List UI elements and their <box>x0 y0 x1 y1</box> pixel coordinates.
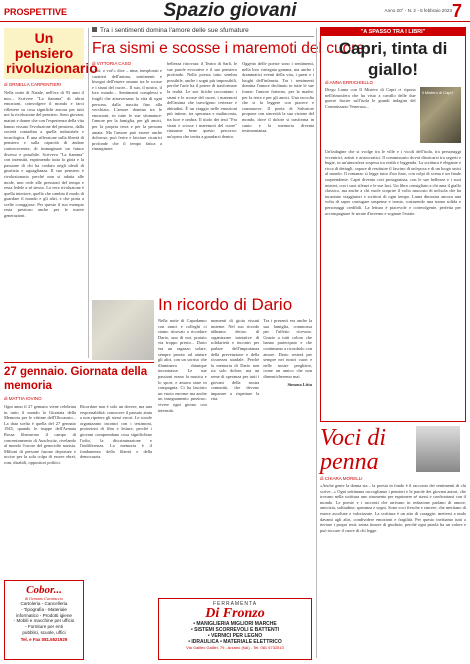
section-label: PROSPETTIVE <box>4 7 68 17</box>
left-article <box>4 28 98 358</box>
fronzo-line-3: • VERNICI PER LEGNO <box>207 633 263 639</box>
book-review-title: Capri, tinta di giallo! <box>338 39 448 79</box>
memoria-col-1: Ogni anno il 27 gennaio viene celebrata in tutto il mondo la Giornata della Memoria per le vittime dell'Olocausto... La data scelta è quella del 27 gennaio 1945, quando le truppe dell'Armata Rossa liberarono il campo di concentramento di Auschwitz, rivelando al mondo l'orrore del genocidio nazista. Milioni di persone furono deportate e uccise per la sola colpa di essere ebrei, rom, disabili, oppositori politici. <box>4 404 76 465</box>
book-review-intro <box>325 87 416 147</box>
fronzo-line-2: • SISTEMI SCORREVOLI E BATTENTI <box>190 627 280 633</box>
book-review-box <box>320 27 466 422</box>
memoria-article-byline: di MATTIA IOVINO <box>4 396 42 401</box>
kicker-square-icon <box>92 27 97 32</box>
kicker-text: Tra i sentimenti domina l'amore delle sue sfumature <box>100 27 249 34</box>
article-photo <box>92 300 154 360</box>
left-article-text: Nella notte di Natale, nell'era di 93 anni il mio... Scrivere "La fiamma" di altrui emozioni, coinvolgere il mondo e farci riflettere su cosa significhi ancora per tutti noi la rivoluzione del pensiero. <box>4 90 84 118</box>
center-article-title: Fra sismi e scosse i maremoti del cuore <box>92 40 366 57</box>
dario-col-3: Tra i presenti era anche la sua famiglia, commossa per l'affetto ricevuto. Grazie a tutti coloro che hanno partecipato e che continuano a ricordarlo con amore. Dario resterà per sempre nei nostri cuori e nelle nostre preghiere, come un amico che non dimenticheremo mai. Simona Litta <box>263 318 313 387</box>
voci-body: «Anche gente la donna sia... la poesia in fondo è il racconto dei sentimenti di chi scrive...» Ogni settimana raccogliamo i pensieri e le parole dei giovani autori, che trovano nella scrittura uno strumento per esprimere sé stessi e confrontarsi con il mondo. Le poesie e i racconti che arrivano in redazione parlano di amore, amicizia, solitudine, speranza e sogni. Sono voci fresche e sincere, che meritano di essere ascoltate e valorizzate. La scrittura è un atto di coraggio: mettersi a nudo davanti agli altri, condividere emozioni e fragilità. Per questo invitiamo tutti a inviare i propri testi, senza timore di giudizio, perché ogni parola ha un valore e può toccare il cuore di chi legge. <box>320 483 466 533</box>
cobor-line-3: informatico - Prodotti igiene <box>16 612 72 618</box>
left-article-title-box <box>4 28 98 79</box>
book-review-label: "A SPASSO TRA I LIBRI" <box>321 28 465 36</box>
center-article-body: «Voi, o voi!» dice – nina, inesplorati e caratteri dell'anima, sentimenti e bisogni dell'essere umano tra le scosse e i sismi del cuore... Il suo, il nostro, il loro mondo... Sentimenti complessi e fragili che attraversano la vita di ogni persona, dalla nascita fino alla vecchiaia. L'amore domina tra le emozioni, in tutte le sue sfumature: l'amore per la famiglia, per gli amici, per la propria terra e per la persona amata. Ma l'amore può essere anche doloroso, può ferire e lasciare cicatrici profonde che il tempo fatica a rimarginare. <box>92 68 162 152</box>
cobor-line-4: - Mobili e macchine per ufficio <box>13 618 75 624</box>
fronzo-name: Di Fronzo <box>205 606 265 621</box>
cobor-line-5: - Forniture per enti <box>25 624 63 630</box>
cobor-name: Cobor... <box>26 584 62 596</box>
page-number: 7 <box>452 1 463 21</box>
voci-title: Voci di penna <box>320 425 386 475</box>
ad-cobor[interactable] <box>4 580 84 660</box>
author-photo <box>416 426 460 472</box>
memoria-article <box>4 362 154 577</box>
fronzo-address: Via Galileo Galilei, 79 - Arzano (NA) - Tel. 081 5732510 <box>186 645 284 650</box>
book-review-top <box>321 87 465 147</box>
memoria-columns <box>4 404 154 584</box>
memoria-article-text: Ogni anno il 27 gennaio viene celebrata in tutto il mondo la Giornata della Memoria per le vittime dell'Olocausto... <box>4 404 76 421</box>
dario-article <box>158 295 312 595</box>
cobor-contact: Tel. e Fax 081.5521929 <box>20 636 68 642</box>
dario-columns <box>158 318 312 578</box>
book-review-text: Diego Lama con Il Mistero di Capri ci riporta nell'atmosfera che ha visto a cavallo delle due guerre fiorire sull'isola le grandi indagini del Commissario Veneruso... <box>325 87 416 109</box>
center-article-columns <box>92 61 314 306</box>
memoria-col-2: Ricordare non è solo un dovere, ma una responsabilità: conoscere il passato aiuta a non ripetere gli stessi errori. Le scuole organizzano incontri con i testimoni, proiezioni di film e letture, perché i giovani comprendano cosa significhino l'odio, la discriminazione e l'indifferenza. La memoria è il fondamento della libertà e della democrazia. <box>80 404 152 460</box>
ad-fronzo[interactable] <box>158 598 312 660</box>
dario-col-2: momenti di gioia vissuti insieme. Nel suo ricordo abbiamo deciso di organizzare iniziative di solidarietà e incontri per parlare dell'importanza della prevenzione e della sicurezza stradale. Perché la memoria di Dario non sia solo dolore, ma un seme di speranza per tutti i giovani della nostra comunità, che devono imparare a rispettare la vita. <box>210 318 260 402</box>
voci-text: «Anche gente la donna sia... la poesia in fondo è il racconto dei sentimenti di chi scrive...» <box>320 483 466 494</box>
column-divider <box>88 28 89 358</box>
cobor-line-2: - Tipografia - Materiale <box>21 606 67 612</box>
center-col-2: bellezza ritrovata: il Teatro di Sarli, le sue parole evocative e il suo pensiero profondo. Nella poesia tutto sembra possibile, anche i sogni più impossibili, perché l'arte ha il potere di trasformare la realtà. Le sue liriche raccontano i sismi e le scosse del cuore, i maremoti dell'anima che travolgono certezze e abitudini. È un viaggio nelle emozioni più intime, tra speranza e malinconia, tra luce e ombra. Il titolo dei testi "Fra sismi e scosse i maremoti del cuore" riassume bene questo percorso: un'opera che invita a guardarsi dentro. <box>167 61 237 139</box>
dario-article-byline: Simona Litta <box>287 381 313 387</box>
center-col-1 <box>92 61 162 306</box>
fronzo-line-4: • IDRAULICA • MATERIALE ELETTRICO <box>188 639 282 645</box>
center-col-3: Oggetto delle poesie sono i sentimenti, nella loro variegata gamma, ma anche i drammatici eventi della vita, i paesi e i luoghi dell'infanzia. Tra i sentimenti domina l'amore declinato in tutte le sue forme: l'amore fraterno, per la madre, per la terra e per gli amici. Una raccolta che si fa leggere con piacere e commuove. Il poeta di Salvatore propone con sincerità la sua visione del mondo, dove il dolore si trasforma in canto e la memoria diventa testimonianza. <box>242 61 314 134</box>
memoria-article-title: 27 gennaio. Giornata della memoria <box>4 362 154 393</box>
book-review-byline: di ANNA ERRICHIELLO <box>325 80 374 85</box>
left-article-body: Nella notte di Natale, nell'era di 93 anni il mio... Scrivere "La fiamma" di altrui emozioni, coinvolgere il mondo e farci riflettere su cosa significhi ancora per tutti noi la rivoluzione del pensiero. Sono giovani, maturi e donne che con l'esperienza della vita hanno vissuto l'evoluzione del pensiero, dalla società contadina a quella industriale e tecnologica. È una riflessione sulla libertà di pensiero e sulla capacità di andare controcorrente, di immaginare un futuro diverso e possibile. Scriveva "La fiamma" con intensità, esprimendo tutta la gioia e la passione di chi ha creduto negli ideali di giustizia e uguaglianza. Il suo pensiero è rivoluzionario perché non si adatta alle mode, non cede alle pressioni del tempo e resta fedele a sé stesso. La vera rivoluzione è quella interiore, quella che cambia il modo di guardare il mondo e gli altri, e che porta a scelte coraggiose. Per questo il suo esempio resta prezioso anche per le nuove generazioni. <box>4 90 84 219</box>
center-article-byline: di VITTORIA CASO <box>92 61 132 66</box>
book-cover-image <box>420 87 461 143</box>
cobor-line-1: Cartoleria - Cancelleria <box>20 601 68 606</box>
page-masthead: Spazio giovani <box>163 0 297 21</box>
voci-box <box>320 426 466 660</box>
dario-article-title: In ricordo di Dario <box>158 295 293 314</box>
book-cover-title: Il Mistero di Capri <box>421 90 453 95</box>
issue-info: Anno 20° - N. 2 - 5 febbraio 2023 <box>384 8 452 13</box>
center-article-text: «Voi, o voi!» dice – nina, inesplorati e caratteri dell'anima, sentimenti e bisogni dell'essere umano tra le scosse e i sismi del cuore... <box>92 68 162 90</box>
book-review-body: Un'indagine che si svolge tra le ville e i vicoli dell'isola, tra personaggi eccentrici, artisti e aristocratici. Il commissario dovrà districarsi tra segreti e bugie, in un'atmosfera sospesa tra realtà e leggenda. La scrittura è elegante e ricca di dettagli, capace di restituire il fascino di un'epoca e di un luogo unici al mondo. Il romanzo si legge tutto d'un fiato, con colpi di scena e un finale sorprendente. Capri diventa così protagonista, con le sue bellezze e i suoi misteri, con i suoi silenzi e le sue luci. Un libro consigliato a chi ama il giallo classico, ma anche a chi vuole scoprire il volto nascosto di un'isola che ha incantato viaggiatori e scrittori di ogni tempo. Lama dimostra ancora una volta di saper coniugare suspense e ironia, costruendo una trama solida e personaggi credibili. La lettura è piacevole e coinvolgente, perfetta per accompagnare le serate d'inverno e sognare l'estate. <box>325 149 461 216</box>
fronzo-line-1: • MANIGLIERIA MIGLIORI MARCHE <box>193 621 277 627</box>
fronzo-kicker: FERRAMENTA <box>212 601 258 607</box>
dario-col-1: Nella notte di Capodanno con amici e colleghi ci siamo ritrovati a ricordare Dario, uno di noi, portato via troppo presto... Dario era un ragazzo solare, sempre pronto ad aiutare gli altri, con un sorriso che illuminava chiunque incontrasse. Le sue passioni erano la musica e lo sport, e amava stare in compagnia. Ci ha lasciato un vuoto enorme ma anche un insegnamento prezioso: vivere ogni giorno con intensità. <box>158 318 207 413</box>
left-article-title: Un pensiero rivoluzionario <box>6 30 98 76</box>
column-divider-right <box>316 28 317 658</box>
center-article-kicker <box>92 27 314 37</box>
cobor-sub: di Gennaro Cavaraccio <box>25 596 63 601</box>
voci-top <box>320 426 466 474</box>
left-article-byline: di ORNELLA CARPENTIERI <box>4 82 62 87</box>
voci-byline: di CHIARA MORELLI <box>320 476 363 481</box>
dario-article-text: Nella notte di Capodanno con amici e colleghi ci siamo ritrovati a ricordare Dario, uno di noi, portato via troppo presto... <box>158 318 207 346</box>
cobor-line-6: pubblici, scuole, uffici <box>22 629 66 635</box>
